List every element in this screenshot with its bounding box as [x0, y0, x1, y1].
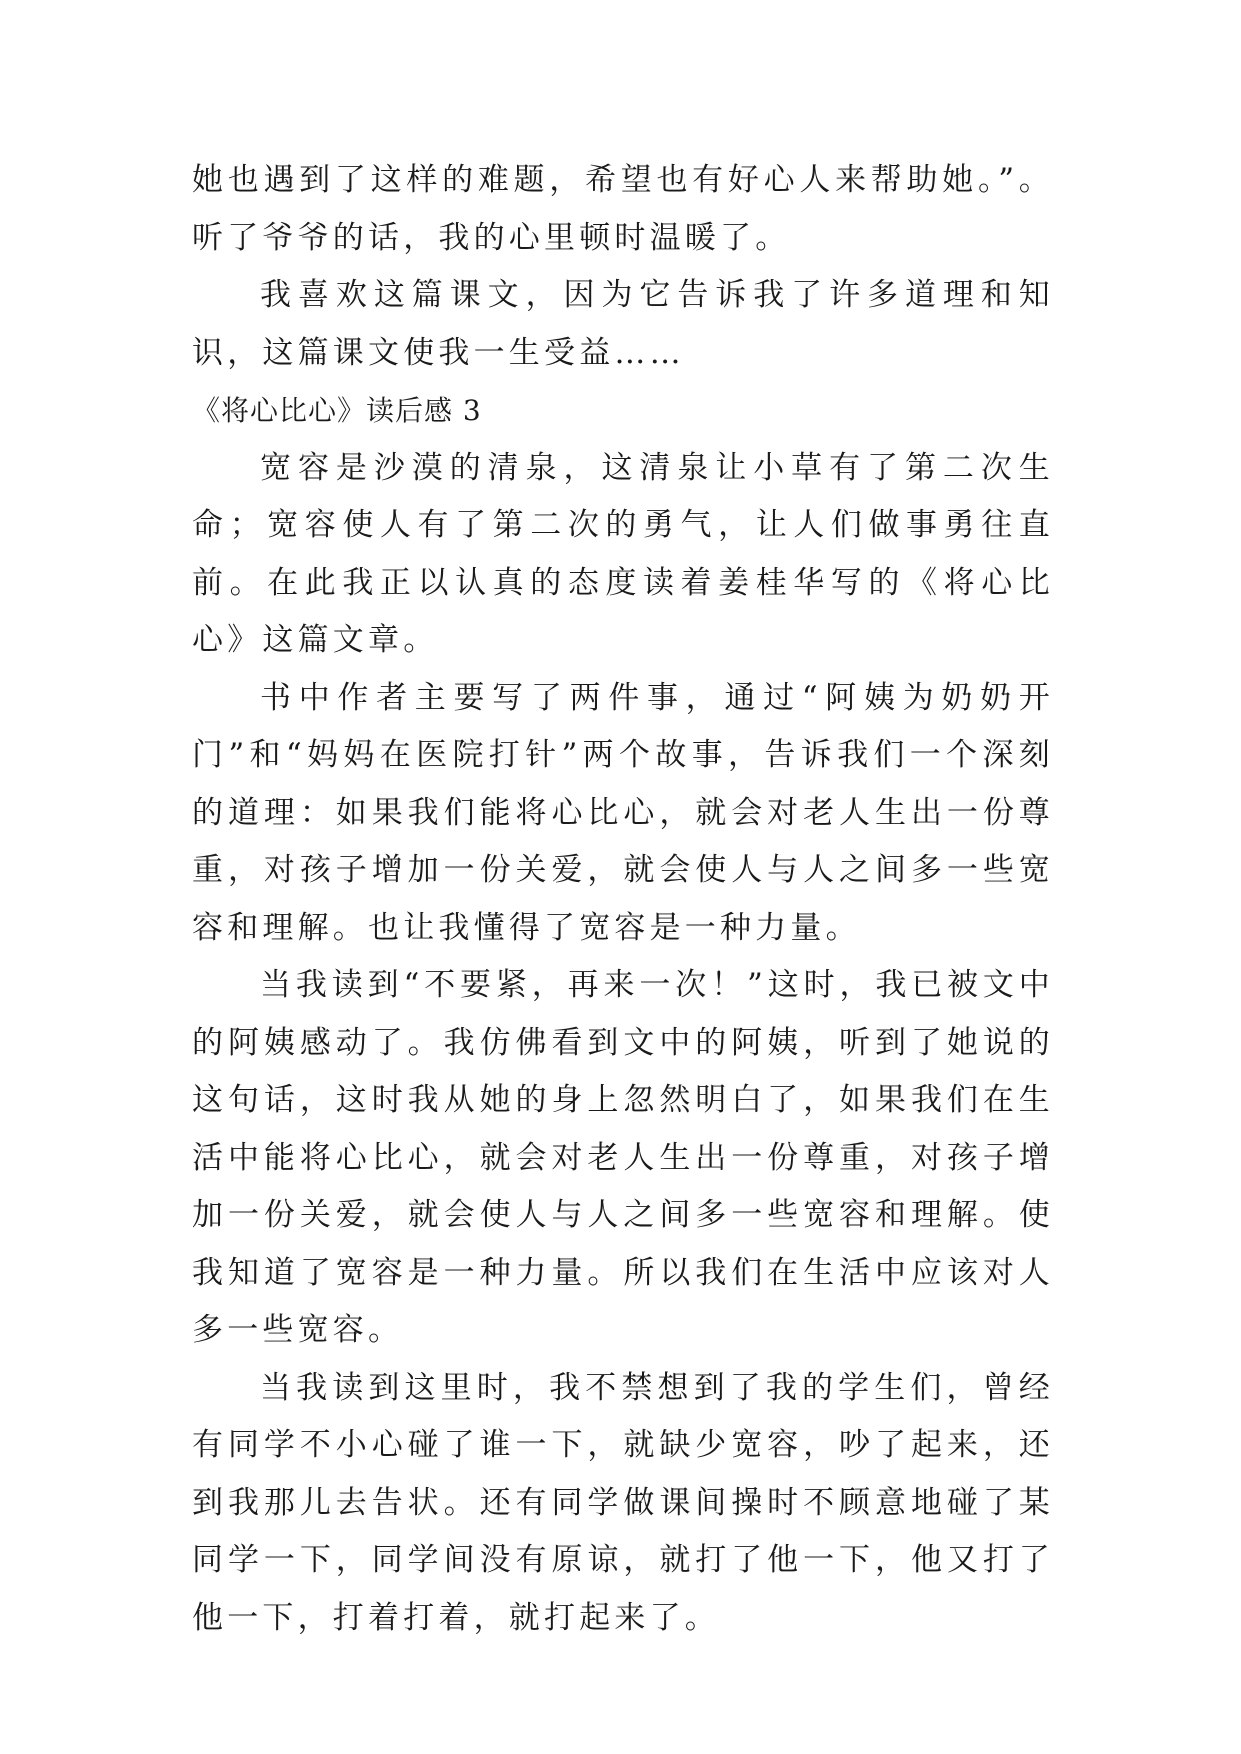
- paragraph: 当我读到这里时，我不禁想到了我的学生们，曾经有同学不小心碰了谁一下，就缺少宽容，吵了起来，还到我那儿去告状。还有同学做课间操时不顾意地碰了某同学一下，同学间没有原谅，就打了他一下，他又打了他一下，打着打着，就打起来了。: [192, 1369, 1054, 1636]
- paragraph: 书中作者主要写了两件事，通过“阿姨为奶奶开门”和“妈妈在医院打针”两个故事，告诉我们一个深刻的道理：如果我们能将心比心，就会对老人生出一份尊重，对孩子增加一份关爱，就会使人与人之间多一些宽容和理解。也让我懂得了宽容是一种力量。: [192, 679, 1054, 946]
- paragraph: 宽容是沙漠的清泉，这清泉让小草有了第二次生命；宽容使人有了第二次的勇气，让人们做事勇往直前。在此我正以认真的态度读着姜桂华写的《将心比心》这篇文章。: [192, 449, 1054, 658]
- paragraph: 当我读到“不要紧，再来一次！”这时，我已被文中的阿姨感动了。我仿佛看到文中的阿姨，听到了她说的这句话，这时我从她的身上忽然明白了，如果我们在生活中能将心比心，就会对老人生出一份尊重，对孩子增加一份关爱，就会使人与人之间多一些宽容和理解。使我知道了宽容是一种力量。所以我们在生活中应该对人多一些宽容。: [192, 967, 1054, 1348]
- paragraph-continued: 她也遇到了这样的难题，希望也有好心人来帮助她。”。听了爷爷的话，我的心里顿时温暖了。: [192, 162, 1054, 256]
- paragraph-closing: 我喜欢这篇课文，因为它告诉我了许多道理和知识，这篇课文使我一生受益……: [192, 277, 1054, 371]
- document-body: [192, 152, 1054, 1647]
- section-heading: 《将心比心》读后感 3: [192, 394, 482, 427]
